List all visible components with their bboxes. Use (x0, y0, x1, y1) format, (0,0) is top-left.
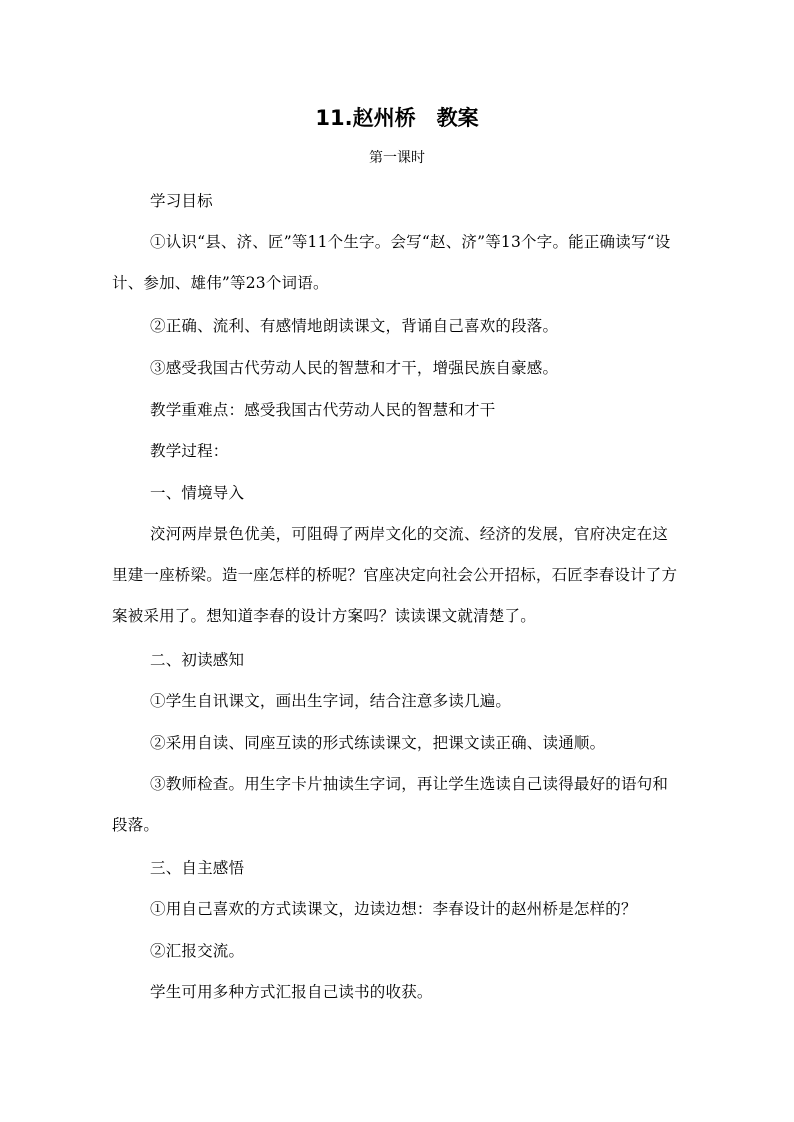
insight-item-2: ②汇报交流。 (150, 942, 245, 960)
objective-item-1: ①认识“县、济、匠”等11个生字。会写“赵、济”等13个字。能正确读写“设计、参加、雄伟”等23个词语。 (112, 233, 671, 292)
step-heading-3: 三、自主感悟 (150, 859, 245, 877)
closing-note: 学生可用多种方式汇报自己读书的收获。 (150, 983, 433, 1001)
reading-item-1: ①学生自讯课文，画出生字词，结合注意多读几遍。 (150, 692, 512, 710)
key-difficulty: 教学重难点：感受我国古代劳动人民的智慧和才干 (150, 401, 496, 419)
lesson-period: 第一课时 (369, 150, 425, 166)
section-heading-learning-objectives: 学习目标 (150, 192, 213, 210)
insight-item-1: ①用自己喜欢的方式读课文，边读边想：李春设计的赵州桥是怎样的？ (150, 900, 637, 918)
section-heading-teaching-process: 教学过程： (150, 442, 229, 460)
objective-item-2: ②正确、流利、有感情地朗读课文，背诵自己喜欢的段落。 (150, 317, 559, 335)
objective-item-3: ③感受我国古代劳动人民的智慧和才干，增强民族自豪感。 (150, 359, 559, 377)
step-heading-1: 一、情境导入 (150, 484, 245, 502)
page-title: 11.赵州桥 教案 (315, 106, 479, 130)
reading-item-3: ③教师检查。用生字卡片抽读生字词，再让学生选读自己读得最好的语句和段落。 (112, 775, 669, 834)
reading-item-2: ②采用自读、同座互读的形式练读课文，把课文读正确、读通顺。 (150, 734, 606, 752)
step-heading-2: 二、初读感知 (150, 651, 245, 669)
intro-paragraph: 洨河两岸景色优美，可阻碍了两岸文化的交流、经济的发展，官府决定在这里建一座桥梁。造一座怎样的桥呢？官座决定向社会公开招标，石匠李春设计了方案被采用了。想知道李春的设计方案吗？读读课文就清楚了。 (112, 525, 678, 625)
